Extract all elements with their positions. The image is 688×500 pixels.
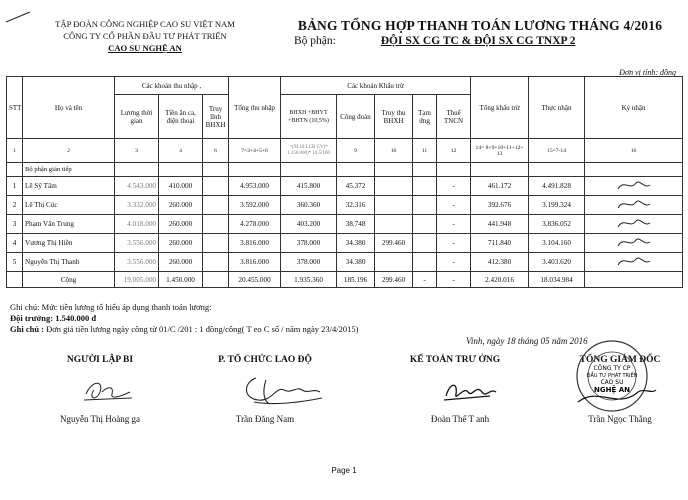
cell-backpay: [203, 196, 229, 215]
index-cell: 11: [413, 139, 437, 163]
index-cell: 1: [7, 139, 23, 163]
signer-name: Trần Đăng Nam: [235, 414, 295, 424]
index-cell: 14= 8+9+10+11+12+ 13: [471, 139, 529, 163]
cell-union: 45.372: [337, 177, 375, 196]
signature-mark: [614, 215, 654, 231]
cell-total: 4.953.000: [229, 177, 281, 196]
cell-bhxh: 415.800: [281, 177, 337, 196]
cell-net: 3.403.620: [529, 253, 585, 272]
signature-mark: [614, 177, 654, 193]
header-total-income: Tổng thu nhập: [229, 77, 281, 139]
cell-union: 34.380: [337, 234, 375, 253]
cell-union: 34.380: [337, 253, 375, 272]
header-net: Thực nhận: [529, 77, 585, 139]
cell-tax: -: [437, 177, 471, 196]
cell-net: 3.836.052: [529, 215, 585, 234]
company-header: [10, 18, 280, 54]
department-line: [280, 35, 680, 47]
cell-total: 4.278.000: [229, 215, 281, 234]
section-row: [7, 163, 683, 177]
total-net: 18.034.984: [529, 272, 585, 288]
company-name: CÔNG TY CỔ PHẦN ĐẦU TƯ PHÁT TRIỂN: [63, 31, 227, 41]
section-label: Bộ phận gián tiếp: [23, 163, 115, 177]
index-cell: 2: [23, 139, 115, 163]
cell-adv: [413, 177, 437, 196]
cell-meal: 410.000: [159, 177, 203, 196]
cell-net: 3.104.160: [529, 234, 585, 253]
cell-salary: 4.543.000: [115, 177, 159, 196]
cell-tded: 412.380: [471, 253, 529, 272]
index-cell: 16: [585, 139, 683, 163]
total-union: 185.196: [337, 272, 375, 288]
cell-tax: -: [437, 234, 471, 253]
total-backpay: [203, 272, 229, 288]
cell-bhxh: 360.360: [281, 196, 337, 215]
note-salary-basis: Ghi chú: Mức tiền lương tố hiểu áp dụng thanh toán lương:: [10, 302, 212, 312]
cell-adv: [413, 215, 437, 234]
signer-title: KẾ TOÁN TRƯ ỞNG: [409, 355, 501, 365]
cell-total: 3.816.000: [229, 253, 281, 272]
cell-stt: 2: [7, 196, 23, 215]
signer-title: TỔNG GIÁM ĐỐC: [579, 355, 661, 365]
cell-total: 3.592.000: [229, 196, 281, 215]
cell-net: 4.491.828: [529, 177, 585, 196]
document-title: BẢNG TỔNG HỢP THANH TOÁN LƯƠNG THÁNG 4/2016: [297, 18, 663, 33]
signature-chief-accountant: [440, 376, 500, 404]
total-income: 20.455.000: [229, 272, 281, 288]
cell-stt: 4: [7, 234, 23, 253]
table-row: [7, 234, 683, 253]
signer-name: Trần Ngọc Thắng: [588, 414, 652, 424]
total-salary: 19.005.000: [115, 272, 159, 288]
index-cell: 12: [437, 139, 471, 163]
header-meal: Tiền ăn ca, điện thoại: [159, 95, 203, 139]
signature-mark: [614, 234, 654, 250]
cell-adv: [413, 234, 437, 253]
cell-bp: [375, 253, 413, 272]
note-unit-price: Ghi chú : Đơn giá tiền lương ngày công từ 01/C /201 : 1 đồng/công( T eo C số / năm ngày 23/4/2015): [10, 324, 359, 334]
cell-salary: 4.018.000: [115, 215, 159, 234]
header-stt: STT: [7, 77, 23, 139]
cell-name: Phạm Văn Trung: [23, 215, 115, 234]
table-row: [7, 253, 683, 272]
cell-net: 3.199.324: [529, 196, 585, 215]
index-cell: 4: [159, 139, 203, 163]
cell-adv: [413, 196, 437, 215]
signature-cell: [585, 215, 683, 234]
cell-salary: 3.556.000: [115, 234, 159, 253]
note-leader-salary: Đội trưởng: 1.540.000 đ: [10, 313, 97, 323]
cell-backpay: [203, 234, 229, 253]
index-cell: 6: [203, 139, 229, 163]
cell-bp: [375, 177, 413, 196]
cell-tax: -: [437, 253, 471, 272]
header-backpay-bhxh: Truy thu BHXH: [375, 95, 413, 139]
svg-text:CÔNG TY CP: CÔNG TY CP: [593, 365, 631, 372]
cell-bp: [375, 196, 413, 215]
company-group: TẬP ĐOÀN CÔNG NGHIỆP CAO SU VIỆT NAM: [55, 19, 235, 29]
cell-salary: 3.332.000: [115, 196, 159, 215]
header-salary: Lương thời gian: [115, 95, 159, 139]
company-stamp: [568, 336, 658, 420]
header-advance: Tạm ứng: [413, 95, 437, 139]
cell-tded: 441.948: [471, 215, 529, 234]
department-value: ĐỘI SX CG TC & ĐỘI SX CG TNXP 2: [380, 35, 576, 47]
total-row: [7, 272, 683, 288]
cell-meal: 260.000: [159, 253, 203, 272]
total-tax: -: [437, 272, 471, 288]
cell-adv: [413, 253, 437, 272]
cell-union: 38.748: [337, 215, 375, 234]
department-label: Bộ phận:: [294, 35, 336, 47]
cell-tded: 392.676: [471, 196, 529, 215]
signature-cell: [585, 177, 683, 196]
company-unit: CAO SU NGHỆ AN: [108, 43, 182, 53]
cell-tded: 711.840: [471, 234, 529, 253]
header-bhxh: BHXH +BHYT +BHTN (10,5%): [281, 95, 337, 139]
cell-tded: 461.172: [471, 177, 529, 196]
cell-union: 32.316: [337, 196, 375, 215]
cell-backpay: [203, 177, 229, 196]
cell-tax: -: [437, 215, 471, 234]
total-deduct: 2.420.016: [471, 272, 529, 288]
index-row: [7, 139, 683, 163]
signer-name: Nguyễn Thị Hoàng ga: [59, 414, 141, 424]
cell-meal: 260.000: [159, 234, 203, 253]
signature-cell: [585, 196, 683, 215]
signer-title: NGƯỜI LẬP BI: [66, 355, 134, 365]
notes: [10, 302, 358, 335]
header-backpay: Truy lĩnh BHXH: [203, 95, 229, 139]
cell-total: 3.816.000: [229, 234, 281, 253]
total-backpay-bhxh: 299.460: [375, 272, 413, 288]
signer-name: Đoàn Thế T anh: [430, 414, 490, 424]
cell-bhxh: 378.000: [281, 253, 337, 272]
signature-mark: [614, 196, 654, 212]
cell-backpay: [203, 215, 229, 234]
header-union: Công đoàn: [337, 95, 375, 139]
signature-cell: [585, 234, 683, 253]
signer-title: P. TỔ CHỨC LAO ĐỘ: [218, 355, 312, 365]
cell-name: Lê Sỹ Tâm: [23, 177, 115, 196]
cell-salary: 3.556.000: [115, 253, 159, 272]
header-tax: Thuế TNCN: [437, 95, 471, 139]
header-sign: Ký nhận: [585, 77, 683, 139]
cell-bp: 299.460: [375, 234, 413, 253]
header-name: Họ và tên: [23, 77, 115, 139]
header-deduct-group: Các khoản Khấu trừ: [281, 77, 471, 95]
index-cell: =(9L10 LCB CV)* 1.150.000)* 10,5/100: [281, 139, 337, 163]
cell-name: Nguyễn Thị Thanh: [23, 253, 115, 272]
cell-bp: [375, 215, 413, 234]
table-row: [7, 215, 683, 234]
index-cell: 7=3+4+5+6: [229, 139, 281, 163]
signature-mark: [614, 253, 654, 269]
cell-name: Vương Thị Hiền: [23, 234, 115, 253]
cell-name: Lê Thị Cúc: [23, 196, 115, 215]
table-row: [7, 177, 683, 196]
cell-meal: 260.000: [159, 215, 203, 234]
table-row: [7, 196, 683, 215]
total-bhxh: 1.935.360: [281, 272, 337, 288]
total-label: Cộng: [23, 272, 115, 288]
document-header: [280, 18, 680, 47]
index-cell: 9: [337, 139, 375, 163]
signature-labor-dept: [236, 372, 326, 408]
header-income-group: Các khoản thu nhập ,: [115, 77, 229, 95]
cell-stt: 1: [7, 177, 23, 196]
cell-stt: 3: [7, 215, 23, 234]
cell-tax: -: [437, 196, 471, 215]
cell-bhxh: 378.000: [281, 234, 337, 253]
index-cell: 3: [115, 139, 159, 163]
payroll-table: [6, 76, 683, 288]
index-cell: 15=7-14: [529, 139, 585, 163]
signature-preparer: [78, 374, 138, 406]
date-line: Vinh, ngày 18 tháng 05 năm 2016: [466, 336, 588, 346]
signature-cell: [585, 253, 683, 272]
index-cell: 10: [375, 139, 413, 163]
total-advance: -: [413, 272, 437, 288]
page-number: Page 1: [331, 466, 357, 475]
cell-bhxh: 403.200: [281, 215, 337, 234]
cell-backpay: [203, 253, 229, 272]
unit-note: Đơn vị tính: đồng: [619, 68, 676, 77]
svg-text:CAO SU: CAO SU: [600, 379, 624, 386]
total-meal: 1.450.000: [159, 272, 203, 288]
svg-text:ĐẦU TƯ PHÁT TRIỂN: ĐẦU TƯ PHÁT TRIỂN: [586, 373, 638, 379]
cell-meal: 260.000: [159, 196, 203, 215]
svg-text:NGHỆ AN: NGHỆ AN: [594, 386, 630, 394]
header-total-deduct: Tổng khấu trừ: [471, 77, 529, 139]
cell-stt: 5: [7, 253, 23, 272]
